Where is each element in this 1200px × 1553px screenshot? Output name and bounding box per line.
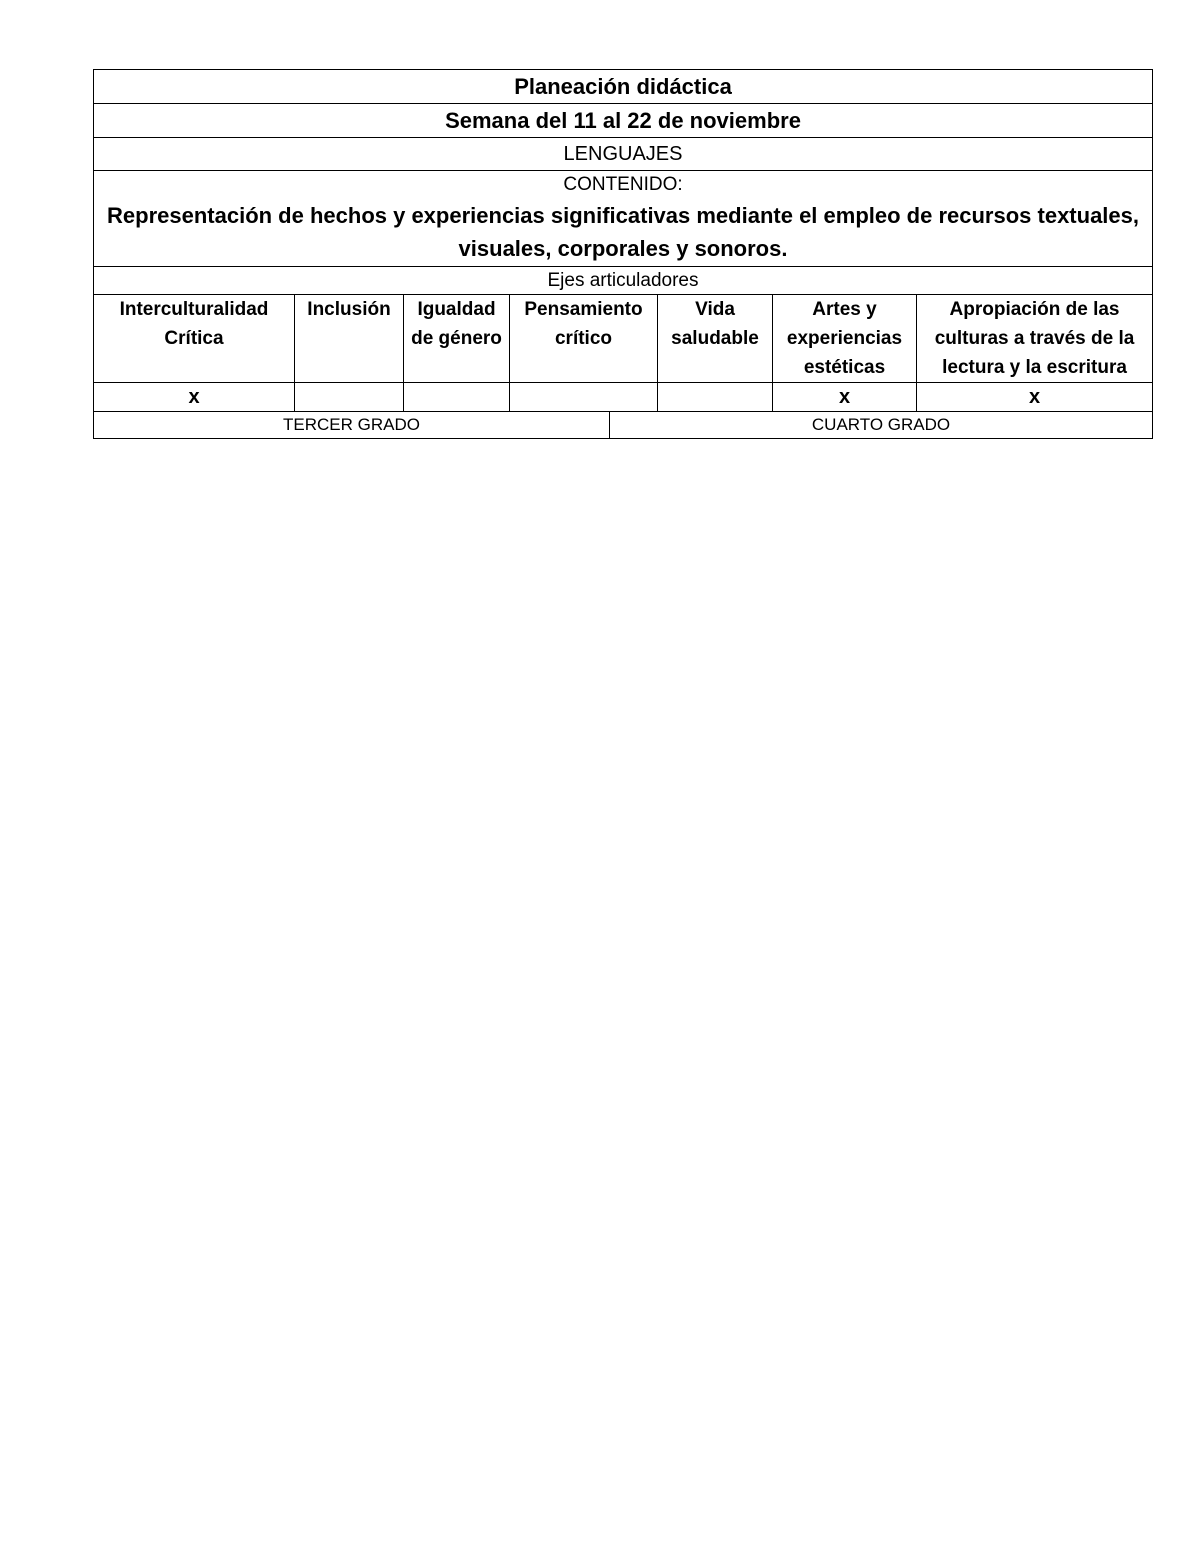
title-row: [94, 70, 1153, 104]
axis-apropiacion: Apropiación de las culturas a través de la lectura y la escritura: [917, 295, 1153, 383]
mark-inclusion: [295, 383, 404, 412]
axes-header-row: [94, 267, 1153, 295]
content-text: Representación de hechos y experiencias significativas mediante el empleo de recursos textuales, visuales, corporales y sonoros.: [107, 203, 1139, 261]
mark-pensamiento: [510, 383, 658, 412]
axis-inclusion: Inclusión: [295, 295, 404, 383]
document-title: Planeación didáctica: [94, 70, 1153, 104]
axes-marks-row: [94, 383, 1153, 412]
axis-pensamiento: Pensamiento crítico: [510, 295, 658, 383]
axis-vida-saludable: Vida saludable: [658, 295, 773, 383]
grades-row: [94, 412, 1153, 439]
field-row: [94, 138, 1153, 171]
mark-interculturalidad: x: [94, 383, 295, 412]
formative-field: LENGUAJES: [94, 138, 1153, 171]
mark-apropiacion: x: [917, 383, 1153, 412]
content-cell: [94, 171, 1153, 267]
grade-fourth: CUARTO GRADO: [610, 412, 1153, 439]
axis-artes: Artes y experiencias estéticas: [773, 295, 917, 383]
planning-table: [93, 69, 1153, 439]
axes-row: [94, 295, 1153, 383]
mark-igualdad: [404, 383, 510, 412]
content-row: [94, 171, 1153, 267]
grade-third: TERCER GRADO: [94, 412, 610, 439]
week-range: Semana del 11 al 22 de noviembre: [94, 104, 1153, 138]
axis-interculturalidad: Interculturalidad Crítica: [94, 295, 295, 383]
week-row: [94, 104, 1153, 138]
mark-artes: x: [773, 383, 917, 412]
axes-header: Ejes articuladores: [94, 267, 1153, 295]
content-label: CONTENIDO:: [563, 174, 683, 195]
axis-igualdad: Igualdad de género: [404, 295, 510, 383]
mark-vida-saludable: [658, 383, 773, 412]
